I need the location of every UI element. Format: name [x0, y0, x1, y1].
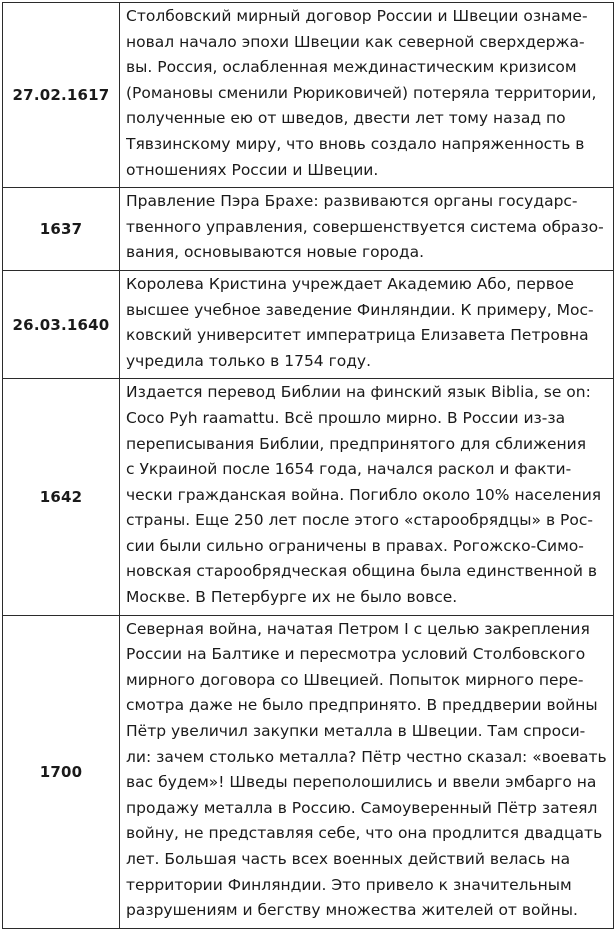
- text-line: лет. Большая часть всех военных действий велась на: [126, 850, 571, 868]
- text-line: ли: зачем столько металла? Пётр честно сказал: «воевать: [126, 747, 607, 766]
- event-text-cell: [120, 3, 614, 188]
- event-text-cell: [120, 379, 614, 615]
- timeline-table: [2, 2, 614, 929]
- date-cell: 1637: [3, 188, 120, 271]
- table-row: [3, 379, 614, 615]
- date-cell: 1642: [3, 379, 120, 615]
- date-cell: 26.03.1640: [3, 270, 120, 378]
- timeline-table-body: [3, 3, 614, 929]
- text-line: переписывания Библии, предпринятого для сближения: [126, 434, 587, 453]
- text-line: Coco Pyh raamattu. Всё прошло мирно. В России из-за: [126, 408, 566, 427]
- text-line: Правление Пэра Брахе: развиваются органы государс-: [126, 192, 578, 211]
- event-text-cell: [120, 615, 614, 928]
- text-line: войну, не представляя себе, что она продлится двадцать: [126, 824, 603, 843]
- text-line: смотра даже не было предпринято. В преддверии войны: [126, 696, 598, 715]
- text-line: страны. Еще 250 лет после этого «старообрядцы» в Рос-: [126, 511, 593, 530]
- text-line: Пётр увеличил закупки металла в Швеции. Там спроси-: [126, 722, 586, 741]
- text-line: отношениях России и Швеции.: [126, 160, 379, 179]
- text-line: Столбовский мирный договор России и Швеции ознаме-: [126, 7, 588, 25]
- text-line: высшее учебное заведение Финляндии. К примеру, Мос-: [126, 300, 594, 319]
- text-line: полученные ею от шведов, двести лет тому назад по: [126, 109, 566, 128]
- text-line: с Украиной после 1654 года, начался раскол и факти-: [126, 460, 572, 479]
- text-line: Издается перевод Библии на финский язык Biblia, se on:: [126, 383, 591, 402]
- text-line: сии были сильно ограничены в правах. Рогожско-Симо-: [126, 536, 584, 555]
- text-line: учредила только в 1754 году.: [126, 351, 372, 370]
- table-row: [3, 270, 614, 378]
- table-row: [3, 188, 614, 271]
- text-line: России на Балтике и пересмотра условий Столбовского: [126, 645, 586, 664]
- date-cell: 27.02.1617: [3, 3, 120, 188]
- event-text-cell: [120, 270, 614, 378]
- text-line: твенного управления, совершенствуется система образо-: [126, 217, 604, 236]
- table-row: [3, 3, 614, 188]
- text-line: новал начало эпохи Швеции как северной сверхдержа-: [126, 32, 585, 51]
- text-line: Москве. В Петербурге их не было вовсе.: [126, 588, 458, 607]
- text-line: вы. Россия, ослабленная междинастическим кризисом: [126, 58, 577, 77]
- text-line: новская старообрядческая община была единственной в: [126, 562, 597, 581]
- text-line: ковский университет императрица Елизавета Петровна: [126, 326, 589, 345]
- text-line: (Романовы сменили Рюриковичей) потеряла территории,: [126, 83, 597, 102]
- date-cell: 1700: [3, 615, 120, 928]
- text-line: Северная война, начатая Петром I с целью закрепления: [126, 619, 590, 638]
- text-line: чески гражданская война. Погибло около 10% населения: [126, 485, 602, 504]
- event-text-cell: [120, 188, 614, 271]
- text-line: Тявзинскому миру, что вновь создало напряженность в: [126, 134, 585, 153]
- text-line: вас будем»! Шведы переполошились и ввели эмбарго на: [126, 773, 597, 792]
- text-line: Королева Кристина учреждает Академию Або, первое: [126, 274, 574, 293]
- text-line: разрушениям и бегству множества жителей от войны.: [126, 901, 578, 920]
- text-line: вания, основываются новые города.: [126, 243, 425, 262]
- text-line: территории Финляндии. Это привело к значительным: [126, 875, 572, 894]
- table-row: [3, 615, 614, 928]
- text-line: продажу металла в Россию. Самоуверенный Пётр затеял: [126, 798, 598, 817]
- text-line: мирного договора со Швецией. Попыток мирного пере-: [126, 670, 584, 689]
